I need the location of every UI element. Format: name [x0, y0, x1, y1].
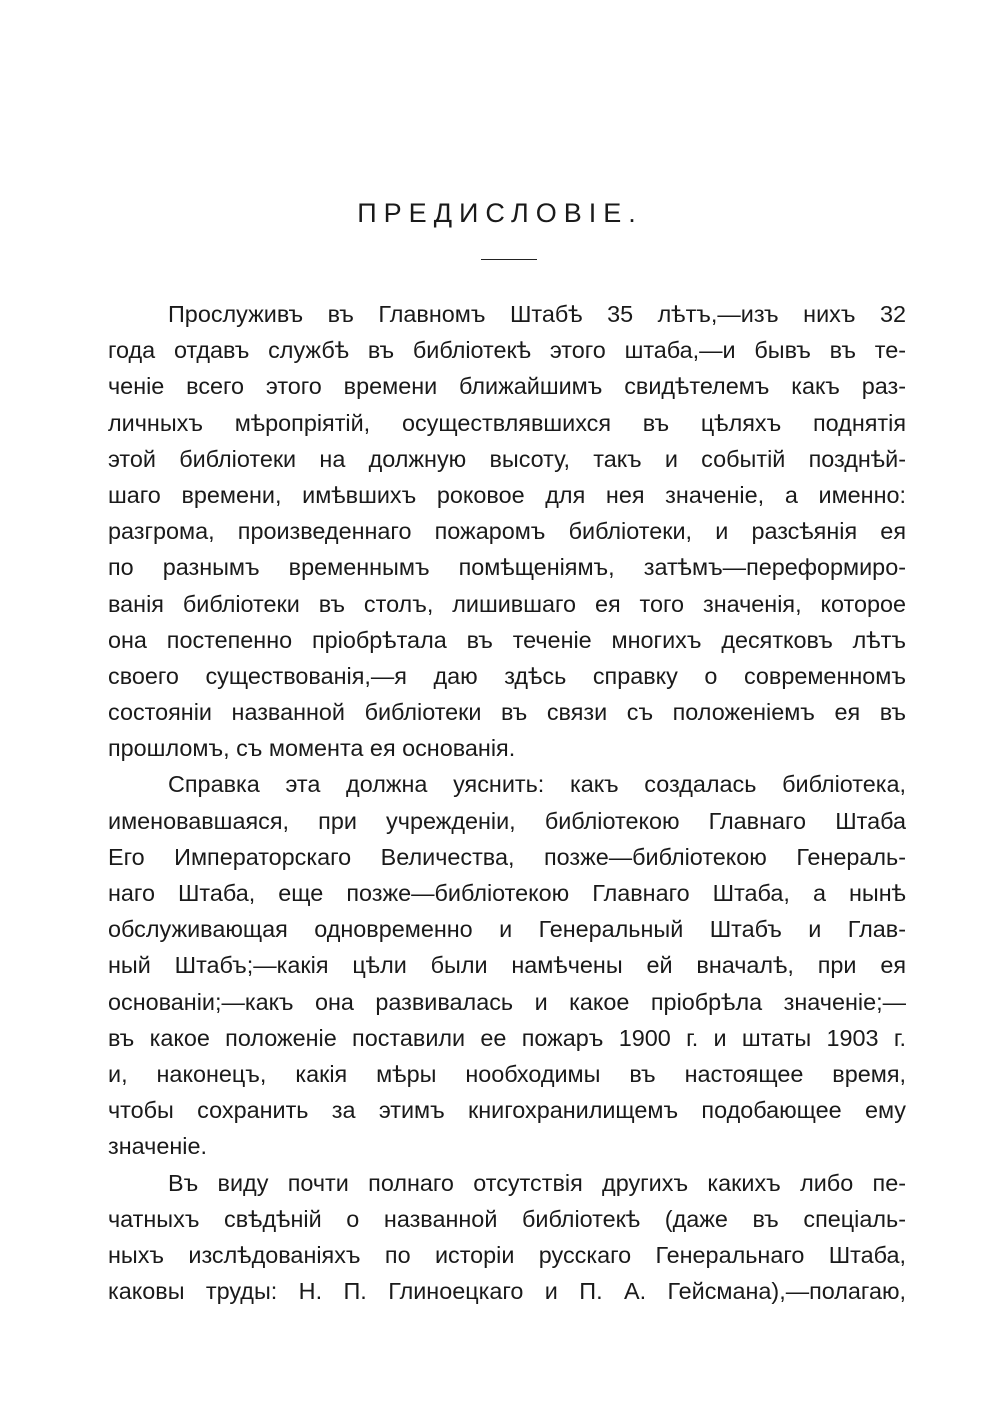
text-line: чтобы сохранить за этимъ книгохранилищемъ подобающее ему [108, 1097, 906, 1124]
text-line: личныхъ мѣропріятій, осуществлявшихся въ цѣляхъ поднятія [108, 409, 906, 436]
text-line: состояніи названной библіотеки въ связи съ положеніемъ ея въ [108, 699, 906, 726]
text-line: ченіе всего этого времени ближайшимъ свидѣтелемъ какъ раз- [108, 373, 906, 400]
text-line: своего существованія,—я даю здѣсь справку о современномъ [108, 662, 906, 689]
page-title: ПРЕДИСЛОВІЕ. [357, 198, 643, 228]
text-line: и, наконецъ, какія мѣры нообходимы въ настоящее время, [108, 1060, 906, 1087]
text-line: этой библіотеки на должную высоту, такъ и событій позднѣй- [108, 445, 906, 472]
text-line: года отдавъ службѣ въ библіотекѣ этого штаба,—и бывъ въ те- [108, 337, 906, 364]
text-line: Справка эта должна уяснить: какъ создалась библіотека, [168, 771, 906, 798]
text-line: Прослуживъ въ Главномъ Штабѣ 35 лѣтъ,—изъ нихъ 32 [168, 301, 906, 327]
text-line: обслуживающая одновременно и Генеральный Штабъ и Глав- [108, 916, 906, 943]
text-line: ныхъ изслѣдованіяхъ по исторіи русскаго Генеральнаго Штаба, [108, 1241, 906, 1268]
text-line: Его Императорскаго Величества, позже—библіотекою Генераль- [108, 843, 906, 870]
title-divider [481, 259, 537, 260]
text-line: по разнымъ временнымъ помѣщеніямъ, затѣмъ—переформиро- [108, 554, 906, 581]
body-text [108, 296, 906, 1309]
text-line: наго Штаба, еще позже—библіотекою Главнаго Штаба, а нынѣ [108, 880, 906, 906]
text-line: значеніе. [108, 1133, 207, 1160]
text-line: разгрома, произведеннаго пожаромъ библіотеки, и разсѣянія ея [108, 518, 906, 545]
text-line: она постепенно пріобрѣтала въ теченіе многихъ десятковъ лѣтъ [108, 626, 906, 653]
text-line: чатныхъ свѣдѣній о названной библіотекѣ (даже въ спеціаль- [108, 1205, 906, 1232]
text-line: именовавшаяся, при учрежденіи, библіотекою Главнаго Штаба [108, 807, 906, 834]
text-line: въ какое положеніе поставили ее пожаръ 1900 г. и штаты 1903 г. [108, 1024, 906, 1051]
text-line: ванія библіотеки въ столъ, лишившаго ея того значенія, которое [108, 590, 906, 617]
text-line: ный Штабъ;—какія цѣли были намѣчены ей вначалѣ, при ея [108, 952, 906, 979]
text-line: шаго времени, имѣвшихъ роковое для нея значеніе, а именно: [108, 481, 906, 508]
text-line: основаніи;—какъ она развивалась и какое пріобрѣла значеніе;— [108, 988, 906, 1015]
text-line: каковы труды: Н. П. Глиноецкаго и П. А. Гейсмана),—полагаю, [108, 1278, 906, 1305]
text-line: Въ виду почти полнаго отсутствія другихъ какихъ либо пе- [168, 1169, 906, 1196]
text-line: прошломъ, съ момента ея основанія. [108, 735, 516, 762]
